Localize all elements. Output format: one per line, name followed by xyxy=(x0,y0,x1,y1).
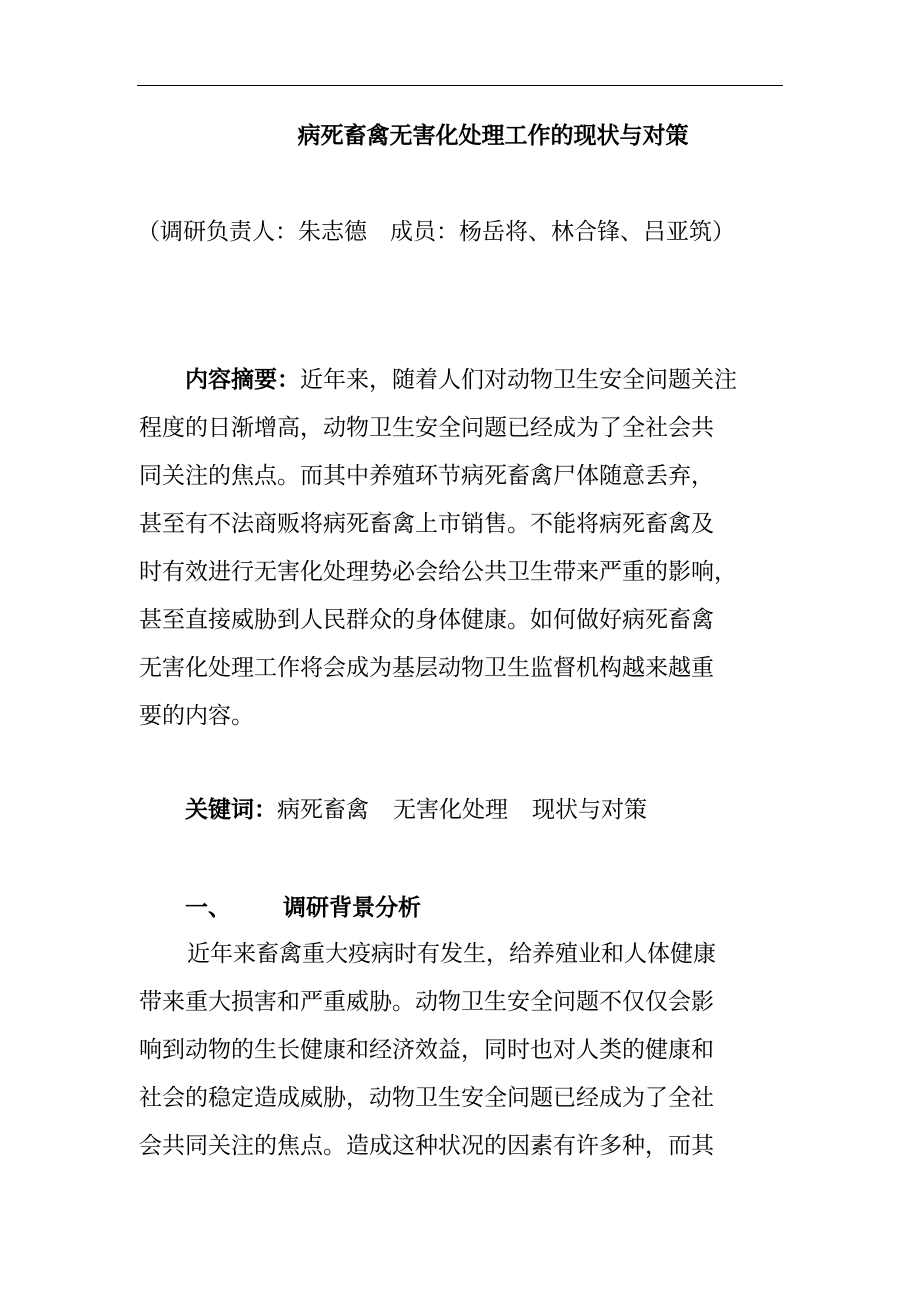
body-line: 近年来畜禽重大疫病时有发生，给养殖业和人体健康 xyxy=(187,941,716,967)
body-line: 带来重大损害和严重威胁。动物卫生安全问题不仅仅会影 xyxy=(139,989,714,1015)
abstract-label: 内容摘要： xyxy=(185,366,300,393)
keywords-label: 关键词： xyxy=(185,796,277,823)
abstract-line: 甚至有不法商贩将病死畜禽上市销售。不能将病死畜禽及 xyxy=(139,511,714,537)
abstract-line xyxy=(139,356,787,404)
body-line: 响到动物的生长健康和经济效益，同时也对人类的健康和 xyxy=(139,1037,714,1063)
abstract-line: 甚至直接威胁到人民群众的身体健康。如何做好病死畜禽 xyxy=(139,607,714,633)
keyword: 现状与对策 xyxy=(532,797,647,823)
document-title: 病死畜禽无害化处理工作的现状与对策 xyxy=(297,122,689,149)
abstract-line: 要的内容。 xyxy=(139,703,254,729)
section-number: 一、 xyxy=(185,894,231,921)
header-rule xyxy=(137,85,783,86)
keyword: 病死畜禽 xyxy=(277,797,369,823)
abstract-line: 时有效进行无害化处理势必会给公共卫生带来严重的影响， xyxy=(139,559,737,585)
abstract-line: 同关注的焦点。而其中养殖环节病死畜禽尸体随意丢弃， xyxy=(139,463,714,489)
section-title: 调研背景分析 xyxy=(283,894,421,921)
abstract-line: 程度的日渐增高，动物卫生安全问题已经成为了全社会共 xyxy=(139,415,714,441)
section-paragraph xyxy=(139,930,787,1170)
abstract-paragraph xyxy=(139,356,787,740)
section-heading xyxy=(139,884,787,932)
body-line: 社会的稳定造成威胁，动物卫生安全问题已经成为了全社 xyxy=(139,1085,714,1111)
keyword: 无害化处理 xyxy=(393,797,508,823)
keywords-line xyxy=(139,786,787,834)
abstract-text: 近年来，随着人们对动物卫生安全问题关注 xyxy=(300,367,737,393)
body-line: 会共同关注的焦点。造成这种状况的因素有许多种，而其 xyxy=(139,1133,714,1159)
abstract-line: 无害化处理工作将会成为基层动物卫生监督机构越来越重 xyxy=(139,655,714,681)
author-line: （调研负责人：朱志德 成员：杨岳将、林合锋、吕亚筑） xyxy=(137,219,735,245)
